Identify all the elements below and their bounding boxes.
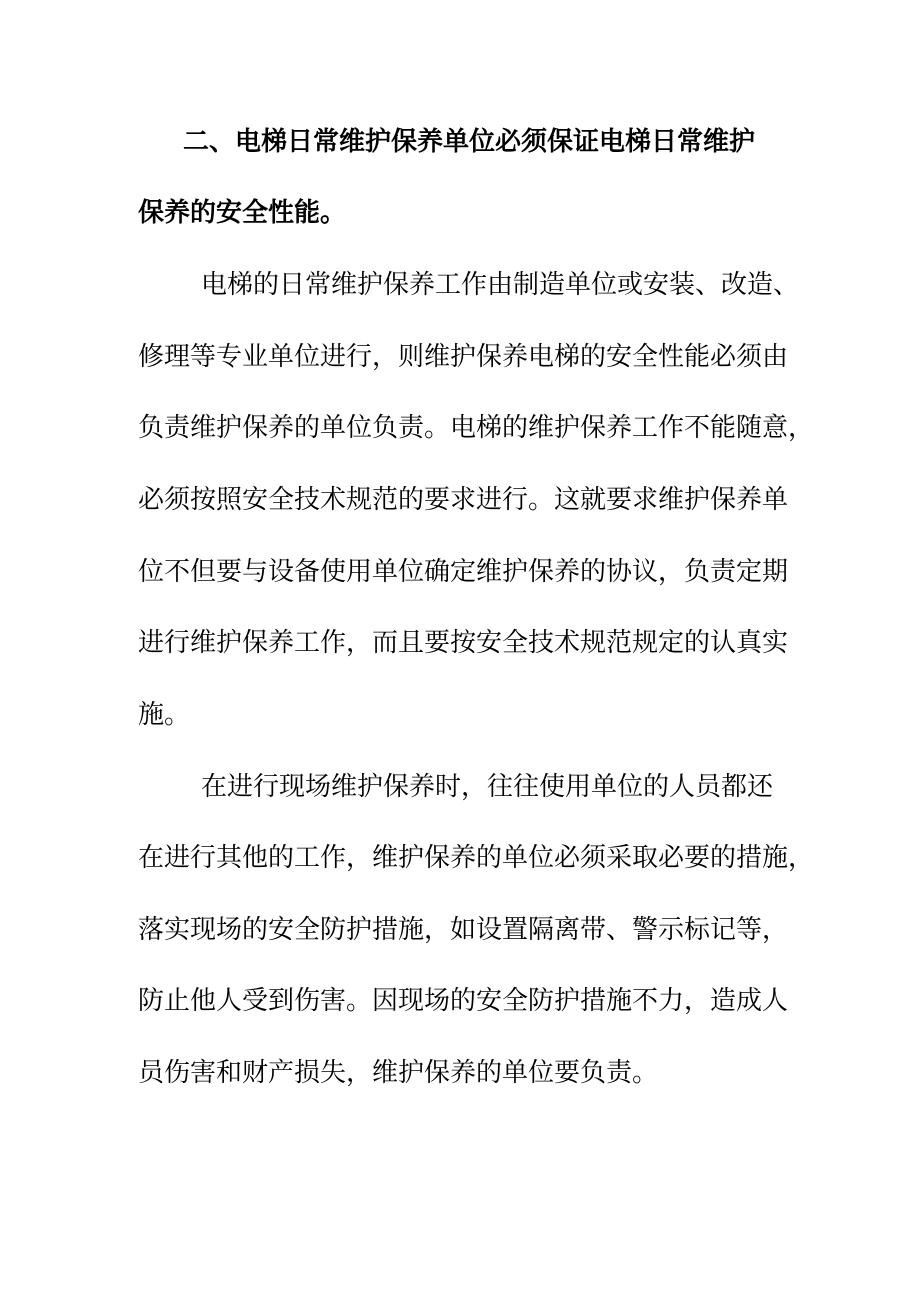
- paragraph-1-line-7: 施。: [138, 700, 191, 730]
- heading-line-2: 保养的安全性能。: [138, 198, 347, 228]
- paragraph-2-line-4: 防止他人受到伤害。因现场的安全防护措施不力，造成人: [138, 986, 789, 1016]
- paragraph-2-line-1: 在进行现场维护保养时，往往使用单位的人员都还: [201, 772, 774, 802]
- paragraph-2-line-3: 落实现场的安全防护措施，如设置隔离带、警示标记等，: [138, 915, 789, 945]
- paragraph-1-line-4: 必须按照安全技术规范的要求进行。这就要求维护保养单: [138, 485, 789, 515]
- heading-line-1: 二、电梯日常维护保养单位必须保证电梯日常维护: [183, 127, 756, 157]
- paragraph-2-line-2: 在进行其他的工作，维护保养的单位必须采取必要的措施，: [138, 843, 815, 873]
- paragraph-1-line-2: 修理等专业单位进行，则维护保养电梯的安全性能必须由: [138, 342, 789, 372]
- paragraph-1-line-3: 负责维护保养的单位负责。电梯的维护保养工作不能随意，: [138, 413, 815, 443]
- paragraph-2-line-5: 员伤害和财产损失，维护保养的单位要负责。: [138, 1058, 659, 1088]
- paragraph-1-line-6: 进行维护保养工作，而且要按安全技术规范规定的认真实: [138, 628, 789, 658]
- paragraph-1-line-1: 电梯的日常维护保养工作由制造单位或安装、改造、: [201, 270, 800, 300]
- paragraph-1-line-5: 位不但要与设备使用单位确定维护保养的协议，负责定期: [138, 557, 789, 587]
